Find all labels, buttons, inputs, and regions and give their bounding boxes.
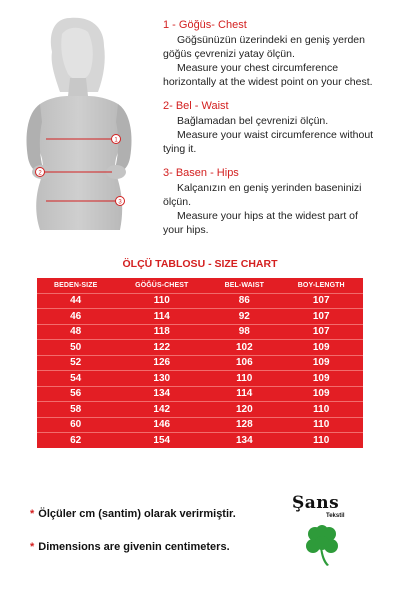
cell-chest: 134 [114, 386, 209, 402]
instruction-line: Kalçanızın en geniş yerinden baseninizi [177, 182, 362, 194]
table-row [37, 293, 363, 309]
cell-size: 44 [37, 293, 114, 309]
cell-chest: 126 [114, 355, 209, 371]
cell-waist: 120 [209, 402, 279, 418]
cell-length: 109 [279, 355, 363, 371]
instruction-hips [163, 166, 398, 237]
table-row [37, 340, 363, 356]
note-turkish [30, 508, 236, 520]
instruction-line: tying it. [163, 143, 197, 155]
cell-size: 56 [37, 386, 114, 402]
cell-waist: 102 [209, 340, 279, 356]
cell-size: 58 [37, 402, 114, 418]
cell-chest: 118 [114, 324, 209, 340]
instruction-line: your hips. [163, 224, 209, 236]
instruction-chest [163, 18, 398, 89]
table-row [37, 433, 363, 449]
cell-chest: 130 [114, 371, 209, 387]
svg-text:2: 2 [38, 170, 42, 177]
table-row [37, 324, 363, 340]
cell-length: 107 [279, 293, 363, 309]
svg-text:3: 3 [118, 199, 122, 206]
cell-chest: 154 [114, 433, 209, 449]
note-english [30, 541, 230, 553]
cell-waist: 92 [209, 309, 279, 325]
cell-waist: 128 [209, 417, 279, 433]
brand-logo [282, 493, 362, 573]
table-row [37, 355, 363, 371]
header-waist: BEL-WAIST [209, 278, 279, 293]
table-header-row [37, 278, 363, 293]
cell-waist: 110 [209, 371, 279, 387]
cell-length: 109 [279, 371, 363, 387]
cell-waist: 134 [209, 433, 279, 449]
cell-length: 107 [279, 324, 363, 340]
instruction-line: Göğsünüzün üzerindeki en geniş yerden [177, 34, 365, 46]
cell-length: 107 [279, 309, 363, 325]
table-row [37, 371, 363, 387]
instruction-line: Bağlamadan bel çevrenizi ölçün. [177, 115, 329, 127]
header-chest: GÖĞÜS-CHEST [114, 278, 209, 293]
cell-chest: 142 [114, 402, 209, 418]
header-length: BOY-LENGTH [279, 278, 363, 293]
instruction-line: Measure your chest circumference [177, 62, 339, 74]
instruction-title: 1 - Göğüs- Chest [163, 19, 247, 31]
cell-length: 110 [279, 417, 363, 433]
cell-waist: 98 [209, 324, 279, 340]
cell-size: 52 [37, 355, 114, 371]
instruction-line: göğüs çevrenizi yatay ölçün. [163, 48, 295, 60]
instruction-line: ölçün. [163, 196, 192, 208]
table-row [37, 417, 363, 433]
clover-icon [298, 519, 346, 567]
note-english-text: Dimensions are givenin centimeters. [38, 541, 230, 553]
svg-text:1: 1 [114, 137, 118, 144]
cell-size: 62 [37, 433, 114, 449]
measurement-instructions [163, 18, 398, 247]
asterisk: * [30, 541, 35, 553]
body-measurement-figure [0, 0, 160, 250]
instruction-line: horizontally at the widest point on your chest. [163, 76, 373, 88]
size-chart-table [37, 278, 363, 448]
header-size: BEDEN-SIZE [37, 278, 114, 293]
instruction-line: Measure your waist circumference without [177, 129, 374, 141]
cell-waist: 86 [209, 293, 279, 309]
marker-chest [112, 135, 121, 144]
cell-chest: 114 [114, 309, 209, 325]
table-row [37, 402, 363, 418]
cell-chest: 146 [114, 417, 209, 433]
cell-length: 109 [279, 340, 363, 356]
note-turkish-text: Ölçüler cm (santim) olarak verirmiştir. [38, 508, 236, 520]
cell-size: 50 [37, 340, 114, 356]
logo-name: Şans [292, 493, 340, 513]
cell-length: 110 [279, 402, 363, 418]
cell-waist: 106 [209, 355, 279, 371]
table-row [37, 309, 363, 325]
marker-hips [116, 197, 125, 206]
instruction-waist [163, 99, 398, 156]
cell-size: 46 [37, 309, 114, 325]
asterisk: * [30, 508, 35, 520]
instruction-line: Measure your hips at the widest part of [177, 210, 358, 222]
logo-subtitle: Tekstil [326, 513, 345, 519]
cell-waist: 114 [209, 386, 279, 402]
marker-waist [36, 168, 45, 177]
cell-size: 48 [37, 324, 114, 340]
cell-length: 109 [279, 386, 363, 402]
size-chart-title: ÖLÇÜ TABLOSU - SIZE CHART [122, 258, 278, 270]
table-row [37, 386, 363, 402]
cell-size: 54 [37, 371, 114, 387]
silhouette-illustration [0, 0, 160, 250]
cell-size: 60 [37, 417, 114, 433]
cell-chest: 110 [114, 293, 209, 309]
instruction-title: 2- Bel - Waist [163, 100, 229, 112]
cell-chest: 122 [114, 340, 209, 356]
cell-length: 110 [279, 433, 363, 449]
instruction-title: 3- Basen - Hips [163, 167, 239, 179]
